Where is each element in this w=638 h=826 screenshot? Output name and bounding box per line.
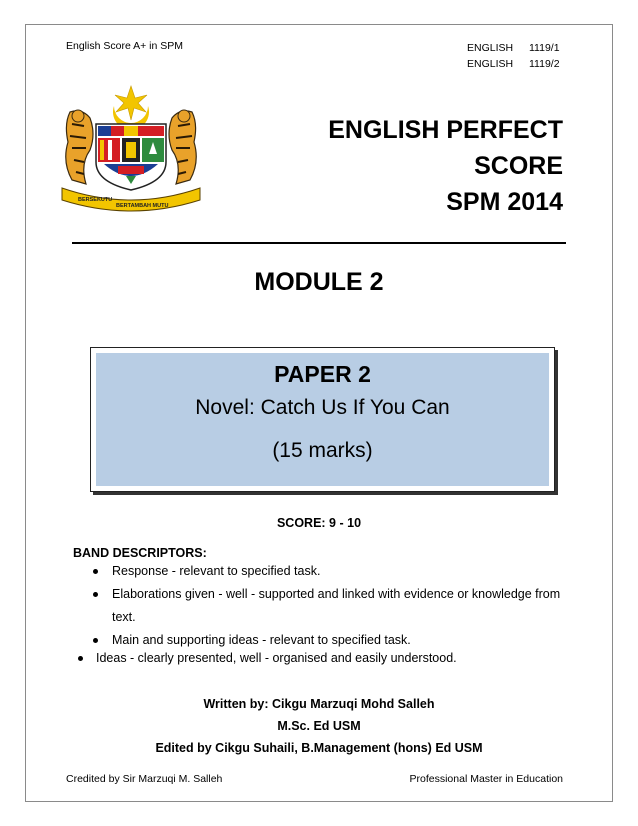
paper-title: PAPER 2 [274, 361, 371, 387]
motto-left: BERSEKUTU [78, 197, 113, 203]
header-code: 1119/1 [529, 42, 560, 54]
motto-right: BERTAMBAH MUTU [116, 203, 169, 209]
paper-novel: Novel: Catch Us If You Can [195, 396, 450, 419]
header-right [467, 40, 560, 72]
header-code: 1119/2 [529, 58, 560, 70]
credits-author: Written by: Cikgu Marzuqi Mohd Salleh [203, 697, 435, 711]
credits-editor: Edited by Cikgu Suhaili, B.Management (hons) Ed USM [155, 741, 483, 755]
band-descriptors-list [93, 560, 566, 652]
title-line: SCORE [474, 152, 563, 180]
credits [0, 693, 638, 759]
score-range: SCORE: 9 - 10 [276, 516, 362, 530]
bullet-icon [93, 638, 98, 643]
left-tiger [66, 110, 93, 184]
paper-marks: (15 marks) [272, 439, 373, 462]
list-item [78, 647, 457, 670]
bullet-icon [78, 656, 83, 661]
header-row [467, 40, 560, 56]
malaysian-coat-of-arms-icon [56, 84, 206, 214]
document-title [328, 112, 563, 220]
title-line: ENGLISH PERFECT [328, 116, 563, 144]
list-item-text: Ideas - clearly presented, well - organised and easily understood. [96, 651, 457, 665]
list-item-text: Response - relevant to specified task. [112, 564, 321, 578]
header-left: English Score A+ in SPM [66, 40, 184, 52]
list-item [93, 583, 566, 629]
title-line: SPM 2014 [446, 188, 563, 216]
bullet-icon [93, 592, 98, 597]
list-item-text: Elaborations given - well - supported and linked with evidence or knowledge from text. [112, 587, 561, 624]
header-subject: ENGLISH [467, 58, 514, 70]
right-tiger [169, 110, 196, 184]
band-descriptors-title: BAND DESCRIPTORS: [73, 546, 207, 560]
footer-left: Credited by Sir Marzuqi M. Salleh [66, 773, 223, 785]
footer-right: Professional Master in Education [409, 773, 563, 785]
header-subject: ENGLISH [467, 42, 514, 54]
title-rule [72, 242, 566, 244]
list-item [93, 560, 566, 583]
paper-box [90, 347, 555, 492]
paper-box-inner [96, 353, 549, 486]
bullet-icon [93, 569, 98, 574]
header-row [467, 56, 560, 72]
list-item-text: Main and supporting ideas - relevant to specified task. [112, 633, 411, 647]
module-heading: MODULE 2 [254, 268, 384, 296]
credits-degree: M.Sc. Ed USM [277, 719, 361, 733]
shield [96, 124, 166, 190]
